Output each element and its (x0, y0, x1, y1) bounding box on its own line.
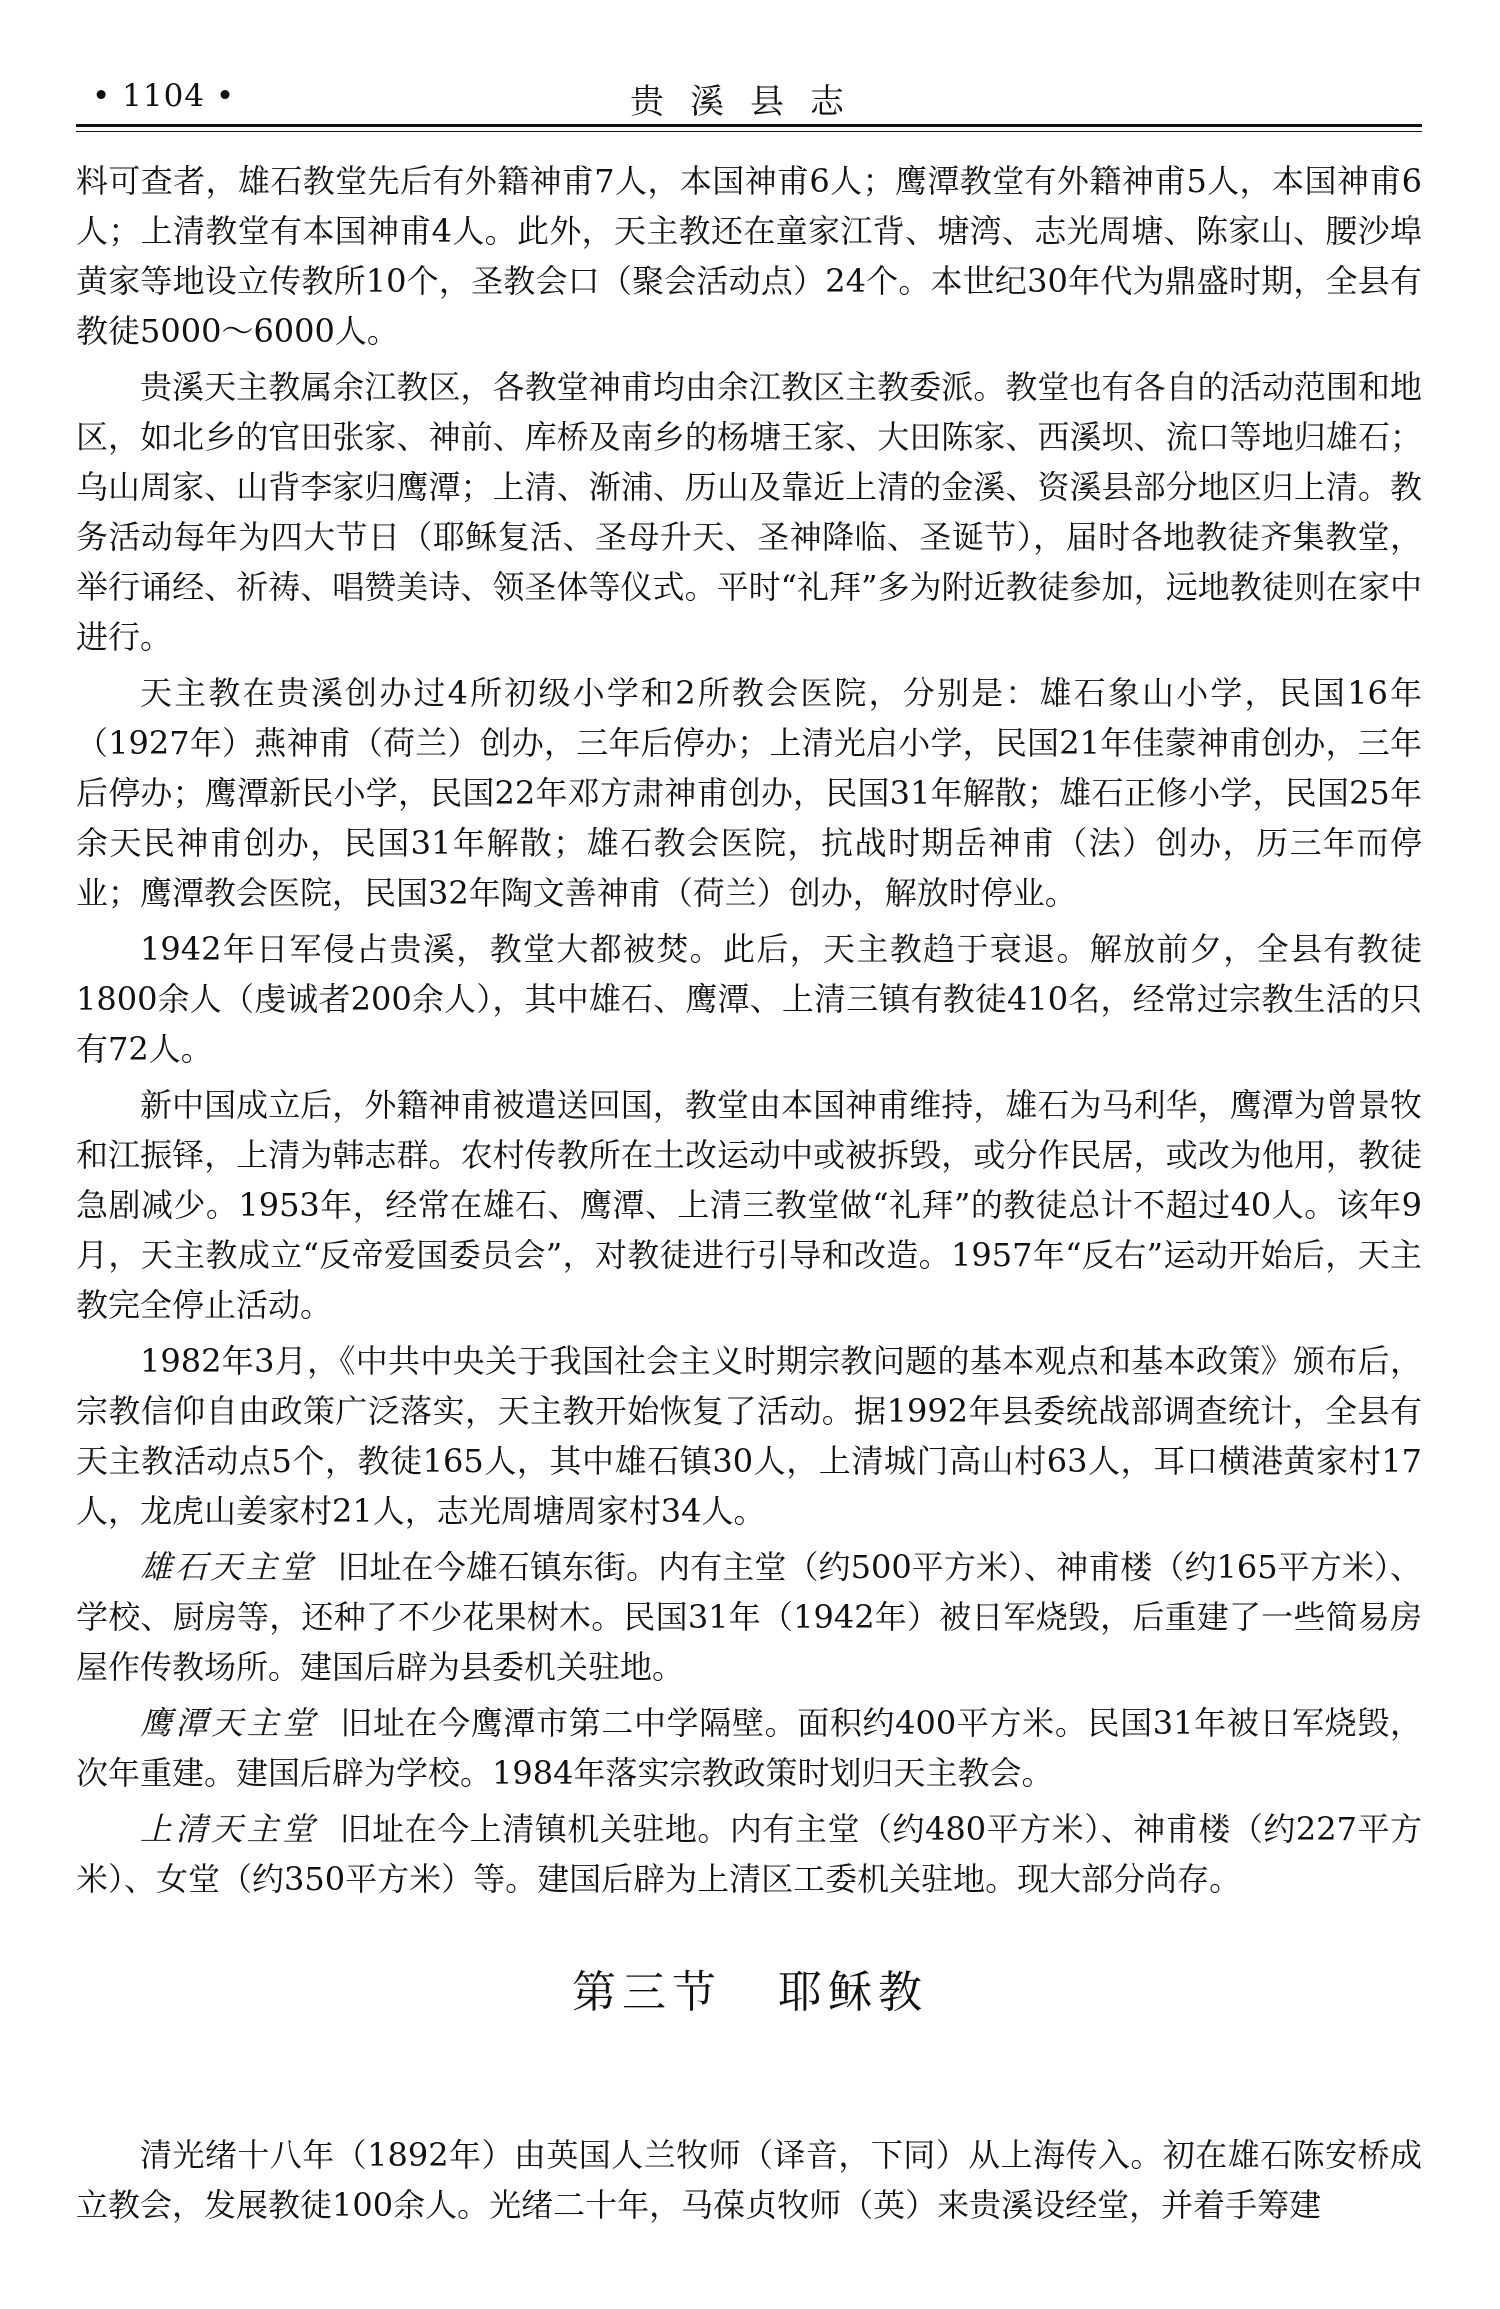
church-entry (76, 1698, 1422, 1798)
church-entry (76, 1804, 1422, 1904)
church-name: 鹰潭天主堂 (140, 1704, 319, 1742)
running-header-title: 贵溪县志 (630, 82, 870, 122)
paragraph: 清光绪十八年（1892年）由英国人兰牧师（译音，下同）从上海传入。初在雄石陈安桥成立教会，发展教徒100余人。光绪二十年，马葆贞牧师（英）来贵溪设经堂，并着手筹建 (76, 2136, 1422, 2224)
section-name: 耶稣教 (778, 1967, 928, 2018)
header-rule-thick (76, 124, 1422, 127)
paragraph-continued: 料可查者，雄石教堂先后有外籍神甫7人，本国神甫6人；鹰潭教堂有外籍神甫5人，本国神甫6人；上清教堂有本国神甫4人。此外，天主教还在童家江背、塘湾、志光周塘、陈家山、腰沙埠黄家等地设立传教所10个，圣教会口（聚会活动点）24个。本世纪30年代为鼎盛时期，全县有教徒5000～6000人。 (76, 162, 1422, 350)
paragraph: 1982年3月，《中共中央关于我国社会主义时期宗教问题的基本观点和基本政策》颁布后，宗教信仰自由政策广泛落实，天主教开始恢复了活动。据1992年县委统战部调查统计，全县有天主教活动点5个，教徒165人，其中雄石镇30人，上清城门高山村63人，耳口横港黄家村17人，龙虎山姜家村21人，志光周塘周家村34人。 (76, 1342, 1422, 1530)
church-name: 雄石天主堂 (140, 1548, 316, 1586)
church-description: 旧址在今雄石镇东街。内有主堂（约500平方米）、神甫楼（约165平方米）、学校、厨房等，还种了不少花果树木。民国31年（1942年）被日军烧毁，后重建了一些简易房屋作传教场所。建国后辟为县委机关驻地。 (76, 1548, 1422, 1686)
paragraph: 1942年日军侵占贵溪，教堂大都被焚。此后，天主教趋于衰退。解放前夕，全县有教徒1800余人（虔诚者200余人），其中雄石、鹰潭、上清三镇有教徒410名，经常过宗教生活的只有72人。 (76, 930, 1422, 1068)
church-entry (76, 1542, 1422, 1692)
header-rule-thin (76, 131, 1422, 132)
church-description: 旧址在今上清镇机关驻地。内有主堂（约480平方米）、神甫楼（约227平方米）、女堂（约350平方米）等。建国后辟为上清区工委机关驻地。现大部分尚存。 (76, 1810, 1422, 1898)
paragraph: 贵溪天主教属余江教区，各教堂神甫均由余江教区主教委派。教堂也有各自的活动范围和地区，如北乡的官田张家、神前、库桥及南乡的杨塘王家、大田陈家、西溪坝、流口等地归雄石；乌山周家、山背李家归鹰潭；上清、渐浦、历山及靠近上清的金溪、资溪县部分地区归上清。教务活动每年为四大节日（耶稣复活、圣母升天、圣神降临、圣诞节），届时各地教徒齐集教堂，举行诵经、祈祷、唱赞美诗、领圣体等仪式。平时“礼拜”多为附近教徒参加，远地教徒则在家中进行。 (76, 368, 1422, 656)
page-number: • 1104 • (92, 78, 236, 114)
section-heading (0, 1956, 1500, 2020)
paragraph: 天主教在贵溪创办过4所初级小学和2所教会医院，分别是：雄石象山小学，民国16年（1927年）燕神甫（荷兰）创办，三年后停办；上清光启小学，民国21年佳蒙神甫创办，三年后停办；鹰潭新民小学，民国22年邓方肃神甫创办，民国31年解散；雄石正修小学，民国25年余天民神甫创办，民国31年解散；雄石教会医院，抗战时期岳神甫（法）创办，历三年而停业；鹰潭教会医院，民国32年陶文善神甫（荷兰）创办，解放时停业。 (76, 674, 1422, 912)
section-body (76, 2130, 1422, 2236)
section-number: 第三节 (572, 1967, 722, 2018)
church-description: 旧址在今鹰潭市第二中学隔壁。面积约400平方米。民国31年被日军烧毁，次年重建。建国后辟为学校。1984年落实宗教政策时划归天主教会。 (76, 1704, 1422, 1792)
body-text (76, 156, 1422, 1910)
church-name: 上清天主堂 (140, 1810, 318, 1848)
paragraph: 新中国成立后，外籍神甫被遣送回国，教堂由本国神甫维持，雄石为马利华，鹰潭为曾景牧和江振铎，上清为韩志群。农村传教所在土改运动中或被拆毁，或分作民居，或改为他用，教徒急剧减少。1953年，经常在雄石、鹰潭、上清三教堂做“礼拜”的教徒总计不超过40人。该年9月，天主教成立“反帝爱国委员会”，对教徒进行引导和改造。1957年“反右”运动开始后，天主教完全停止活动。 (76, 1086, 1422, 1324)
